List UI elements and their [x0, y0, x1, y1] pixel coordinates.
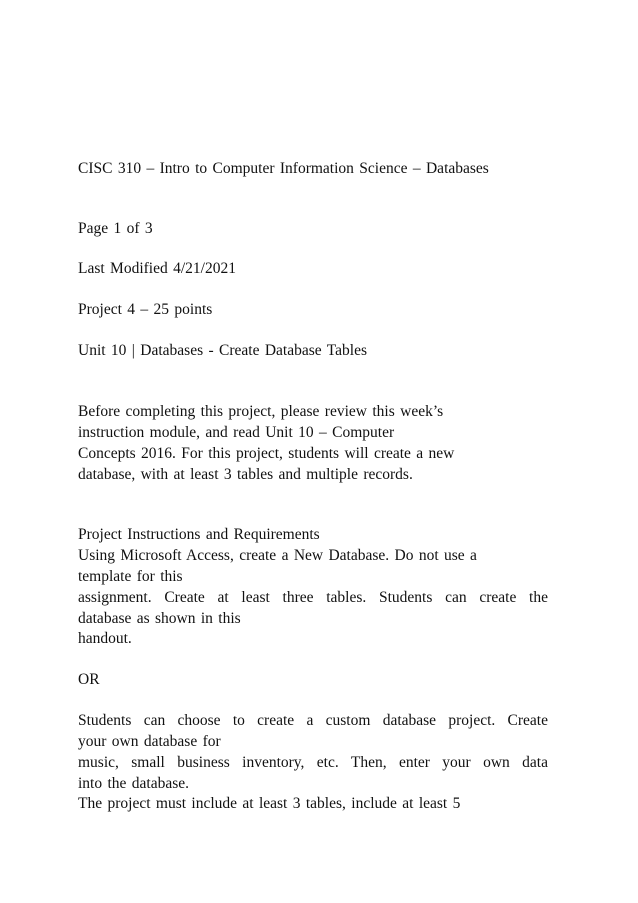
- intro-line: instruction module, and read Unit 10 – Computer: [78, 424, 395, 441]
- project-points: Project 4 – 25 points: [78, 301, 213, 318]
- course-title: CISC 310 – Intro to Computer Information Science – Databases: [78, 160, 489, 177]
- page-number: Page 1 of 3: [78, 220, 153, 237]
- alternative-line: music, small business inventory, etc. Then, enter your own data: [78, 754, 548, 771]
- instructions-line: assignment. Create at least three tables. Students can create the: [78, 589, 548, 606]
- instructions-line: Using Microsoft Access, create a New Database. Do not use a: [78, 547, 477, 564]
- instructions-heading: Project Instructions and Requirements: [78, 526, 320, 543]
- instructions-line: template for this: [78, 568, 183, 585]
- instructions-line: handout.: [78, 630, 132, 647]
- or-label: OR: [78, 671, 100, 688]
- intro-line: Before completing this project, please review this week’s: [78, 403, 444, 420]
- last-modified: Last Modified 4/21/2021: [78, 260, 236, 277]
- alternative-line: Students can choose to create a custom database project. Create: [78, 712, 548, 729]
- unit-title: Unit 10 | Databases - Create Database Tables: [78, 342, 367, 359]
- alternative-line: The project must include at least 3 tables, include at least 5: [78, 795, 461, 812]
- alternative-line: into the database.: [78, 775, 190, 792]
- alternative-line: your own database for: [78, 733, 221, 750]
- intro-line: database, with at least 3 tables and multiple records.: [78, 466, 413, 483]
- intro-line: Concepts 2016. For this project, students will create a new: [78, 445, 455, 462]
- instructions-line: database as shown in this: [78, 610, 241, 627]
